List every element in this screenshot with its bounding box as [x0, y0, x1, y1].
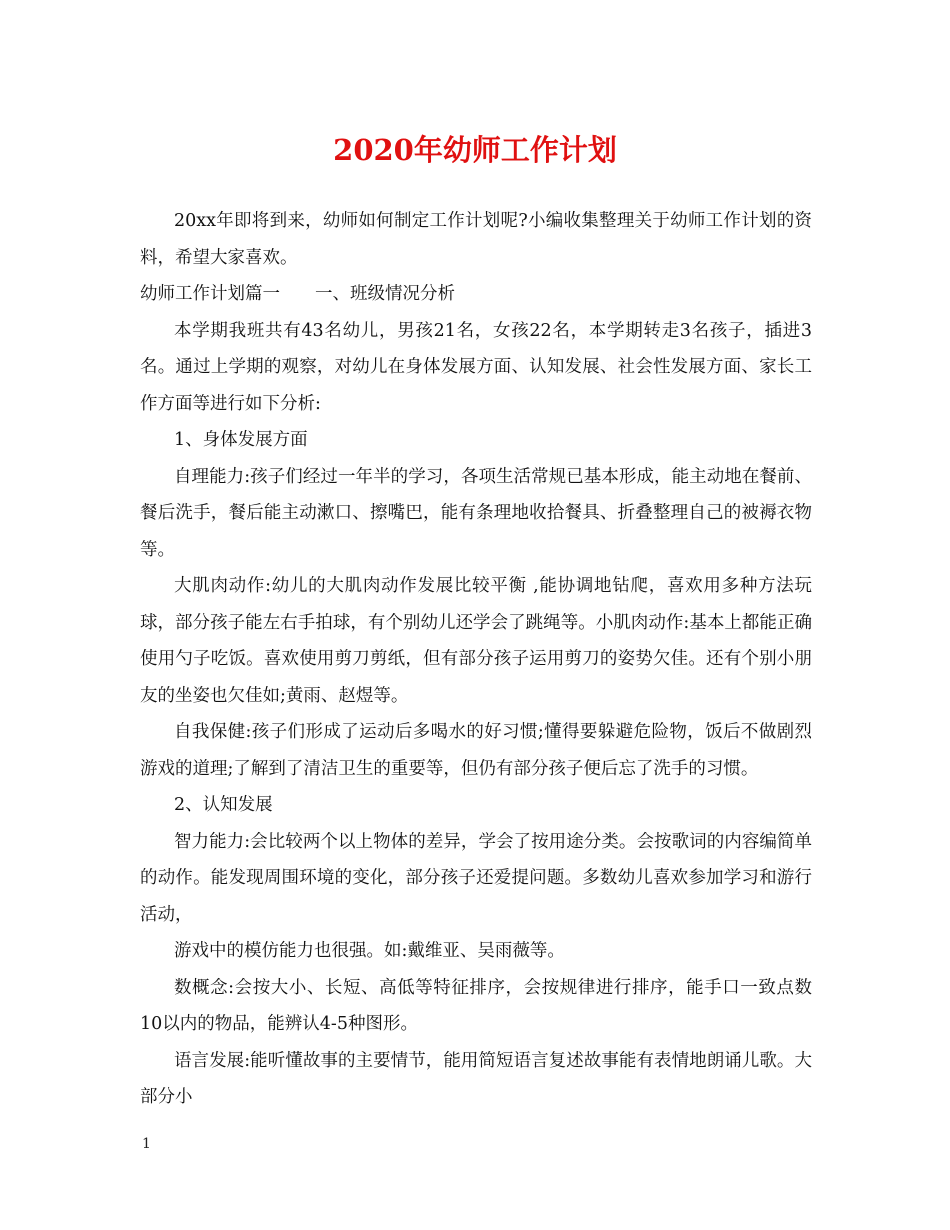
page-number: 1	[142, 1136, 151, 1152]
class-analysis-paragraph: 本学期我班共有43名幼儿，男孩21名，女孩22名，本学期转走3名孩子，插进3名。通过上学期的观察，对幼儿在身体发展方面、认知发展、社会性发展方面、家长工作方面等进行如下分析:	[140, 320, 812, 414]
number-concept-paragraph: 数概念:会按大小、长短、高低等特征排序，会按规律进行排序，能手口一致点数10以内的物品，能辨认4-5种图形。	[140, 977, 812, 1034]
section-heading: 幼师工作计划篇一 一、班级情况分析	[140, 284, 455, 304]
intelligence-paragraph: 智力能力:会比较两个以上物体的差异，学会了按用途分类。会按歌词的内容编简单的动作。能发现周围环境的变化，部分孩子还爱提问题。多数幼儿喜欢参加学习和游行活动，	[140, 831, 812, 925]
motor-skills-paragraph: 大肌肉动作:幼儿的大肌肉动作发展比较平衡 ,能协调地钻爬，喜欢用多种方法玩球，部分孩子能左右手拍球，有个别幼儿还学会了跳绳等。小肌肉动作:基本上都能正确使用勺子吃饭。喜欢使用剪刀剪纸，但有部分孩子运用剪刀的姿势欠佳。还有个别小朋友的坐姿也欠佳如;黄雨、赵煜等。	[140, 576, 812, 706]
imitation-paragraph: 游戏中的模仿能力也很强。如:戴维亚、吴雨薇等。	[174, 941, 565, 961]
self-health-paragraph: 自我保健:孩子们形成了运动后多喝水的好习惯;懂得要躲避危险物，饭后不做剧烈游戏的道理;了解到了清洁卫生的重要等，但仍有部分孩子便后忘了洗手的习惯。	[140, 722, 812, 779]
intro-paragraph: 20xx年即将到来，幼师如何制定工作计划呢?小编收集整理关于幼师工作计划的资料，希望大家喜欢。	[140, 211, 812, 268]
self-care-paragraph: 自理能力:孩子们经过一年半的学习，各项生活常规已基本形成，能主动地在餐前、餐后洗手，餐后能主动漱口、擦嘴巴，能有条理地收拾餐具、折叠整理自己的被褥衣物等。	[140, 466, 812, 560]
language-paragraph: 语言发展:能听懂故事的主要情节，能用简短语言复述故事能有表情地朗诵儿歌。大部分小	[140, 1050, 812, 1107]
document-title: 2020年幼师工作计划	[333, 133, 617, 167]
subheading-cognitive: 2、认知发展	[174, 795, 273, 815]
subheading-physical: 1、身体发展方面	[174, 430, 308, 450]
document-body	[140, 203, 812, 1116]
